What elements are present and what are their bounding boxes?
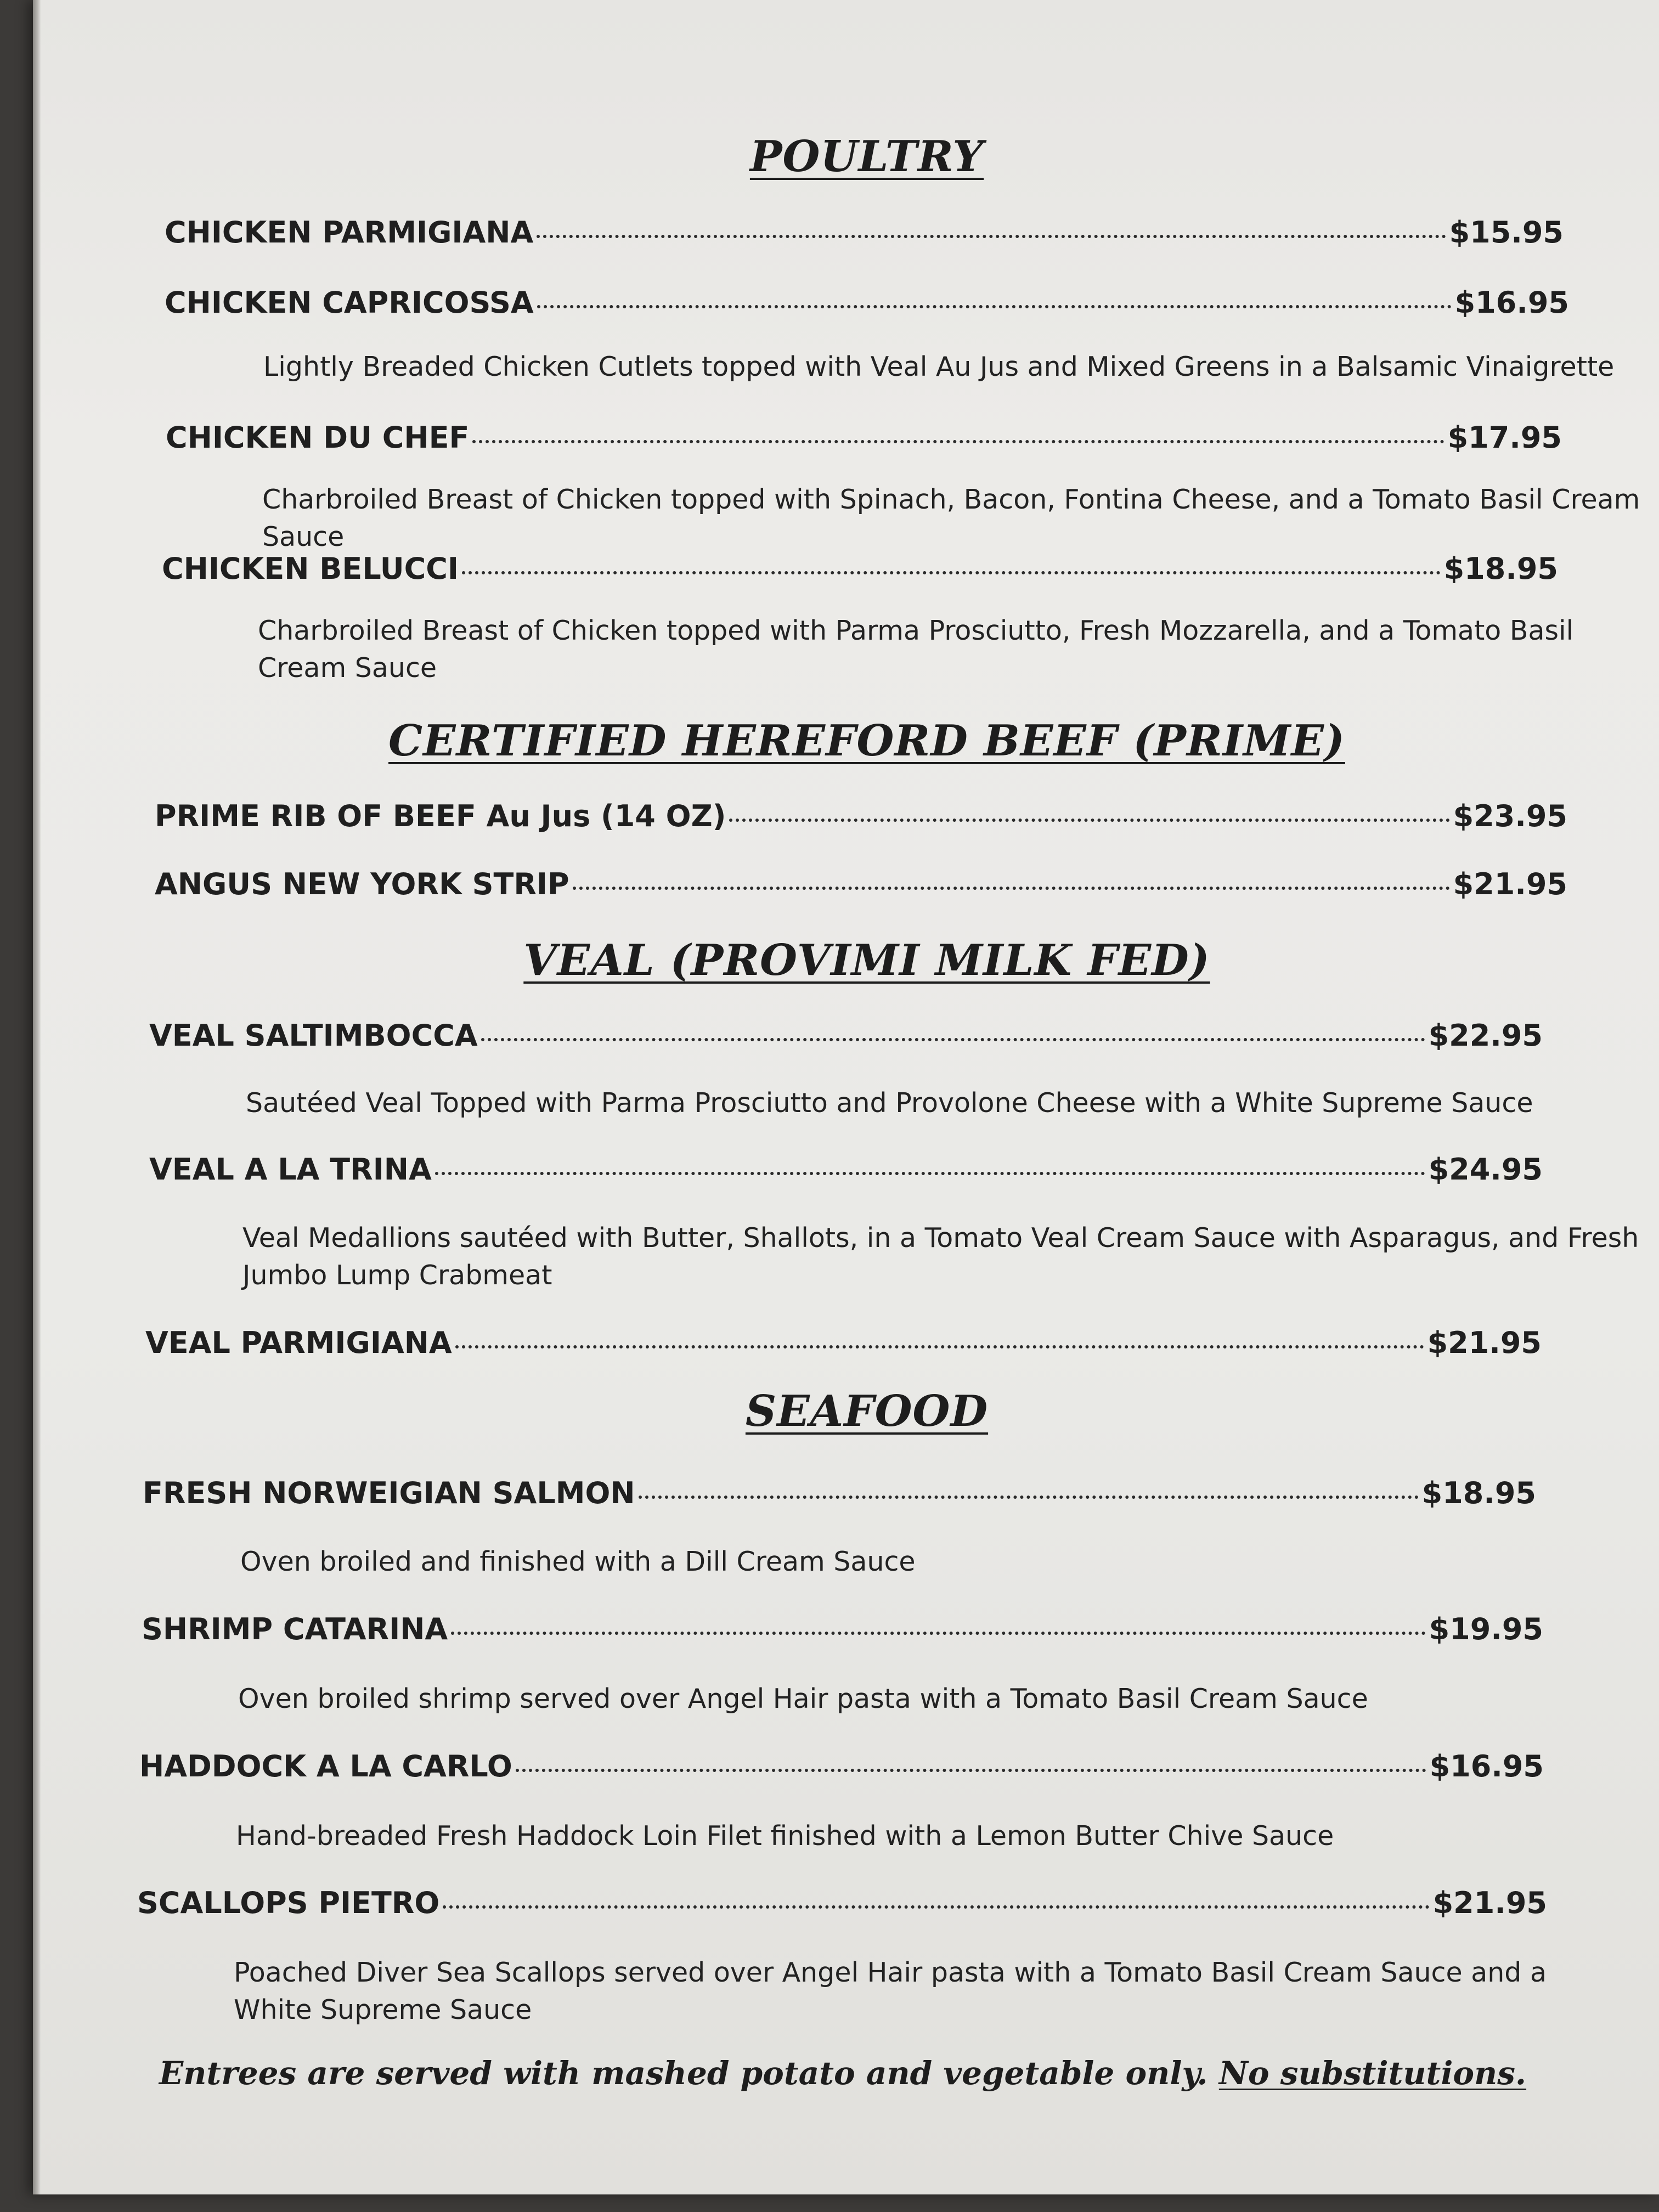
- dot-leader: [481, 1038, 1425, 1041]
- item-price: $17.95: [1447, 420, 1562, 455]
- dot-leader: [472, 440, 1444, 443]
- menu-page: [33, 0, 1659, 2194]
- menu-item-chicken-belucci: [162, 551, 1558, 586]
- dot-leader: [573, 887, 1450, 890]
- menu-item-prime-rib: [155, 799, 1567, 833]
- item-name: CHICKEN CAPRICOSSA: [165, 285, 534, 320]
- item-name: PRIME RIB OF BEEF Au Jus (14 OZ): [155, 799, 726, 833]
- menu-item-chicken-parmigiana: [165, 215, 1564, 250]
- footer-no-substitutions: No substitutions.: [1218, 2055, 1527, 2092]
- item-name: SHRIMP CATARINA: [142, 1612, 448, 1646]
- item-price: $22.95: [1428, 1018, 1543, 1053]
- menu-item-veal-parmigiana: [145, 1325, 1542, 1360]
- dot-leader: [443, 1905, 1429, 1909]
- dot-leader: [537, 305, 1452, 308]
- item-price: $23.95: [1453, 799, 1567, 833]
- item-price: $19.95: [1429, 1612, 1543, 1646]
- item-price: $21.95: [1427, 1325, 1542, 1360]
- item-name: HADDOCK A LA CARLO: [139, 1749, 512, 1784]
- item-price: $21.95: [1453, 867, 1567, 901]
- footer-note-text: Entrees are served with mashed potato and vegetable only.: [159, 2055, 1208, 2092]
- menu-item-haddock-a-la-carlo: [139, 1749, 1544, 1784]
- dot-leader: [537, 235, 1446, 238]
- item-price: $21.95: [1432, 1886, 1547, 1920]
- item-name: CHICKEN PARMIGIANA: [165, 215, 534, 250]
- item-description: Sautéed Veal Topped with Parma Prosciutto and Provolone Cheese with a White Supreme Sauce: [246, 1087, 1533, 1119]
- menu-item-angus-new-york-strip: [155, 867, 1567, 901]
- page-binding-edge: [33, 0, 41, 2194]
- section-title-veal: VEAL (PROVIMI MILK FED): [523, 935, 1210, 985]
- item-description: Hand-breaded Fresh Haddock Loin Filet finished with a Lemon Butter Chive Sauce: [236, 1820, 1334, 1852]
- item-name: ANGUS NEW YORK STRIP: [155, 867, 569, 901]
- item-name: CHICKEN DU CHEF: [166, 420, 470, 455]
- menu-item-chicken-capricossa: [165, 285, 1569, 320]
- menu-item-fresh-norweigian-salmon: [143, 1476, 1536, 1510]
- dot-leader: [729, 819, 1449, 822]
- item-name: VEAL PARMIGIANA: [145, 1325, 452, 1360]
- item-description: Charbroiled Breast of Chicken topped with Parma Prosciutto, Fresh Mozzarella, and a Tomato Basil Cream Sauce: [258, 615, 1574, 684]
- item-description: Oven broiled and finished with a Dill Cream Sauce: [240, 1546, 916, 1577]
- item-description: Veal Medallions sautéed with Butter, Shallots, in a Tomato Veal Cream Sauce with Asparagus, and Fresh Jumbo Lump Crabmeat: [242, 1222, 1639, 1291]
- item-price: $16.95: [1454, 285, 1569, 320]
- item-name: VEAL SALTIMBOCCA: [149, 1018, 478, 1053]
- menu-item-veal-a-la-trina: [149, 1152, 1543, 1187]
- dot-leader: [516, 1769, 1426, 1772]
- item-price: $15.95: [1449, 215, 1564, 250]
- item-price: $18.95: [1443, 551, 1558, 586]
- item-name: FRESH NORWEIGIAN SALMON: [143, 1476, 635, 1510]
- item-price: $16.95: [1429, 1749, 1544, 1784]
- item-description: Poached Diver Sea Scallops served over Angel Hair pasta with a Tomato Basil Cream Sauce and a White Supreme Sauce: [234, 1957, 1547, 2025]
- section-title-seafood: SEAFOOD: [745, 1386, 989, 1436]
- item-name: SCALLOPS PIETRO: [137, 1886, 440, 1920]
- menu-item-chicken-du-chef: [166, 420, 1562, 455]
- section-title-poultry: POULTRY: [749, 132, 984, 182]
- menu-item-shrimp-catarina: [142, 1612, 1543, 1646]
- item-name: VEAL A LA TRINA: [149, 1152, 432, 1187]
- dot-leader: [639, 1496, 1419, 1499]
- item-description: Oven broiled shrimp served over Angel Hair pasta with a Tomato Basil Cream Sauce: [238, 1683, 1368, 1714]
- item-description: Lightly Breaded Chicken Cutlets topped with Veal Au Jus and Mixed Greens in a Balsamic Vinaigrette: [263, 351, 1615, 382]
- menu-item-veal-saltimbocca: [149, 1018, 1543, 1053]
- item-name: CHICKEN BELUCCI: [162, 551, 459, 586]
- item-price: $24.95: [1428, 1152, 1543, 1187]
- item-description: Charbroiled Breast of Chicken topped with Spinach, Bacon, Fontina Cheese, and a Tomato Basil Cream Sauce: [262, 484, 1640, 552]
- section-title-beef: CERTIFIED HEREFORD BEEF (PRIME): [388, 716, 1345, 766]
- dot-leader: [462, 571, 1441, 574]
- menu-item-scallops-pietro: [137, 1886, 1547, 1920]
- dot-leader: [435, 1172, 1425, 1175]
- dot-leader: [455, 1345, 1424, 1348]
- dot-leader: [451, 1632, 1425, 1635]
- footer-note: [159, 2055, 1564, 2092]
- item-price: $18.95: [1421, 1476, 1536, 1510]
